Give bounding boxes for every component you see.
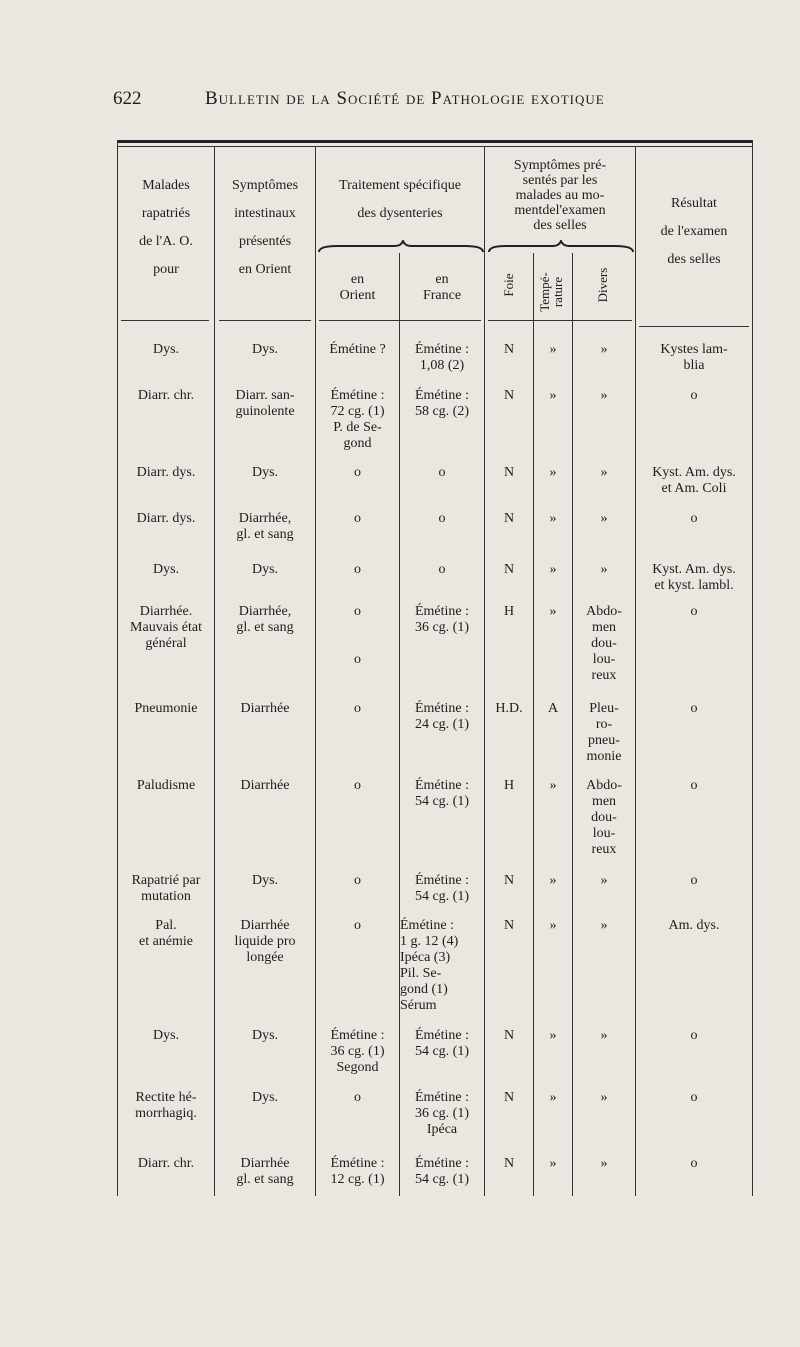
cell-france: Émétine : 24 cg. (1) [414, 701, 470, 732]
cell-malades: Rapatrié par mutation [131, 873, 201, 904]
header-rule [121, 320, 209, 321]
cell-orient: o [354, 701, 361, 716]
col-header-malades: Malades rapatriés de l'A. O. pour [139, 178, 193, 277]
cell-divers: » [600, 562, 608, 577]
cell-foie: N [503, 465, 515, 480]
cell-foie: H [503, 778, 515, 793]
header-rule [319, 320, 481, 321]
header-rule [219, 320, 311, 321]
cell-resultat: Kyst. Am. dys. et kyst. lambl. [652, 562, 736, 593]
cell-resultat: o [690, 701, 698, 716]
cell-temperature: » [549, 342, 557, 357]
cell-malades: Dys. [152, 562, 180, 577]
cell-france: Émétine : 36 cg. (1) [414, 604, 470, 635]
cell-divers: » [600, 918, 608, 933]
cell-divers: Abdo- men dou- lou- reux [586, 604, 622, 683]
cell-symptomes: Dys. [251, 342, 279, 357]
cell-malades: Diarr. chr. [137, 388, 195, 403]
cell-foie: N [503, 918, 515, 933]
page-header [113, 88, 673, 118]
cell-symptomes: Dys. [251, 465, 279, 480]
cell-symptomes: Dys. [251, 1028, 279, 1043]
cell-symptomes: Diarrhée, gl. et sang [236, 604, 294, 635]
col-header-resultat: Résultat de l'examen des selles [660, 196, 728, 267]
cell-orient: Émétine : 36 cg. (1) Segond [330, 1028, 385, 1075]
cell-divers: » [600, 873, 608, 888]
cell-divers: Pleu- ro- pneu- monie [586, 701, 622, 764]
cell-resultat: o [690, 873, 698, 888]
running-title: Bulletin de la Société de Pathologie exotique [205, 88, 605, 109]
cell-temperature: » [549, 604, 557, 619]
cell-malades: Pal. et anémie [138, 918, 194, 949]
cell-temperature: » [549, 778, 557, 793]
cell-malades: Diarrhée. Mauvais état général [130, 604, 202, 651]
cell-malades: Diarr. chr. [137, 1156, 195, 1171]
cell-divers: » [600, 388, 608, 403]
cell-symptomes: Dys. [251, 1090, 279, 1105]
cell-malades: Diarr. dys. [136, 465, 196, 480]
cell-orient: Émétine : 12 cg. (1) [330, 1156, 385, 1187]
cell-france: Émétine : 58 cg. (2) [414, 388, 470, 419]
header-rule [488, 320, 632, 321]
cell-resultat: o [690, 778, 698, 793]
cell-orient: o o [354, 604, 361, 667]
cell-divers: » [600, 1090, 608, 1105]
cell-france: o [438, 562, 446, 577]
page-number: 622 [113, 88, 142, 109]
cell-france: Émétine : 36 cg. (1) Ipéca [414, 1090, 470, 1137]
cell-divers: » [600, 1156, 608, 1171]
cell-orient: o [354, 918, 361, 933]
cell-foie: H [503, 604, 515, 619]
cell-temperature: » [549, 511, 557, 526]
table-top-rule [117, 140, 753, 143]
cell-symptomes: Dys. [251, 873, 279, 888]
cell-foie: N [503, 388, 515, 403]
col-header-temperature: Tempé- rature [537, 272, 565, 312]
col-header-symptomes-presentes: Symptômes pré- sentés par les malades au mo- mentdel'examen des selles [513, 158, 607, 233]
cell-resultat: Kystes lam- blia [660, 342, 728, 373]
cell-temperature: » [549, 873, 557, 888]
cell-symptomes: Diarr. san- guinolente [235, 388, 295, 419]
cell-resultat: Kyst. Am. dys. et Am. Coli [652, 465, 736, 496]
col-header-traitement: Traitement spécifique des dysenteries [339, 178, 461, 221]
col-header-divers: Divers [595, 267, 610, 303]
cell-resultat: o [690, 1156, 698, 1171]
cell-temperature: » [549, 1156, 557, 1171]
cell-malades: Dys. [152, 342, 180, 357]
cell-resultat: o [690, 1090, 698, 1105]
cell-orient: Émétine : 72 cg. (1) P. de Se- gond [330, 388, 385, 451]
cell-foie: N [503, 1090, 515, 1105]
cell-france: Émétine : 54 cg. (1) [414, 778, 470, 809]
cell-temperature: » [549, 465, 557, 480]
cell-france: o [438, 465, 446, 480]
cell-resultat: o [690, 1028, 698, 1043]
cell-orient: o [354, 778, 361, 793]
col-header-france: en France [422, 272, 462, 303]
cell-symptomes: Diarrhée [240, 778, 290, 793]
cell-france: o [438, 511, 446, 526]
cell-temperature: » [549, 1090, 557, 1105]
dysentery-table [107, 138, 755, 1198]
cell-resultat: Am. dys. [668, 918, 720, 933]
cell-foie: H.D. [495, 701, 523, 716]
cell-france: Émétine : 54 cg. (1) [414, 873, 470, 904]
brace-traitement [317, 240, 485, 256]
column-rule [214, 146, 215, 1196]
cell-foie: N [503, 1156, 515, 1171]
cell-temperature: » [549, 562, 557, 577]
cell-foie: N [503, 562, 515, 577]
col-header-symptomes: Symptômes intestinaux présentés en Orient [231, 178, 299, 277]
cell-france: Émétine : 1 g. 12 (4) Ipéca (3) Pil. Se- gond (1) Sérum [400, 918, 459, 1013]
cell-divers: » [600, 511, 608, 526]
column-rule [117, 140, 118, 1196]
brace-symptomes [487, 240, 635, 256]
cell-france: Émétine : 54 cg. (1) [414, 1028, 470, 1059]
cell-temperature: » [549, 388, 557, 403]
cell-malades: Pneumonie [134, 701, 198, 716]
cell-divers: » [600, 465, 608, 480]
cell-orient: o [354, 1090, 361, 1105]
cell-symptomes: Diarrhée liquide pro longée [234, 918, 296, 965]
cell-divers: » [600, 1028, 608, 1043]
cell-malades: Dys. [152, 1028, 180, 1043]
col-header-foie: Foie [501, 273, 516, 297]
cell-foie: N [503, 873, 515, 888]
cell-symptomes: Diarrhée [240, 701, 290, 716]
cell-divers: Abdo- men dou- lou- reux [586, 778, 622, 857]
table-top-rule-thin [117, 146, 753, 147]
cell-france: Émétine : 54 cg. (1) [414, 1156, 470, 1187]
cell-foie: N [503, 1028, 515, 1043]
cell-orient: o [354, 873, 361, 888]
cell-temperature: » [549, 918, 557, 933]
col-header-orient: en Orient [339, 272, 376, 303]
cell-france: Émétine : 1,08 (2) [414, 342, 470, 373]
cell-malades: Rectite hé- morrhagiq. [135, 1090, 197, 1121]
cell-symptomes: Dys. [251, 562, 279, 577]
cell-malades: Paludisme [136, 778, 196, 793]
cell-orient: o [354, 465, 361, 480]
cell-temperature: A [547, 701, 559, 716]
cell-resultat: o [690, 511, 698, 526]
cell-foie: N [503, 511, 515, 526]
cell-resultat: o [690, 604, 698, 619]
cell-symptomes: Diarrhée gl. et sang [236, 1156, 294, 1187]
cell-orient: Émétine ? [329, 342, 386, 357]
cell-orient: o [354, 511, 361, 526]
cell-temperature: » [549, 1028, 557, 1043]
cell-divers: » [600, 342, 608, 357]
cell-symptomes: Diarrhée, gl. et sang [236, 511, 294, 542]
cell-orient: o [354, 562, 361, 577]
header-rule [639, 326, 749, 327]
column-rule [752, 140, 753, 1196]
cell-malades: Diarr. dys. [136, 511, 196, 526]
cell-resultat: o [690, 388, 698, 403]
cell-foie: N [503, 342, 515, 357]
